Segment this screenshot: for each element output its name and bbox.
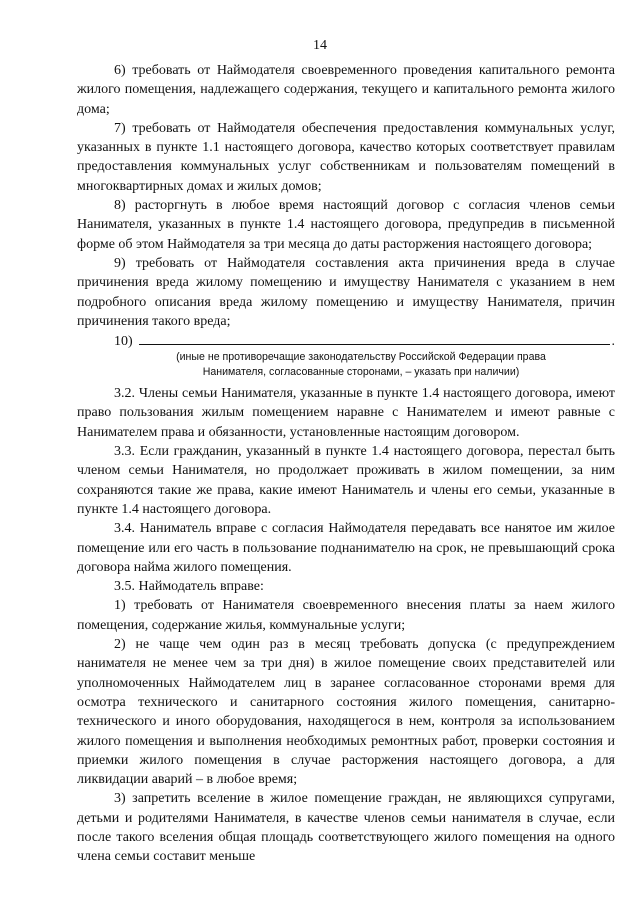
paragraph-right-8: 8) расторгнуть в любое время настоящий договор с согласия членов семьи Нанимателя, указанных в пункте 1.4 настоящего договора, предупредив в письменной форме об этом Наймодателя за три месяца до даты расторжения настоящего договора;: [77, 198, 615, 252]
page-number: 14: [313, 38, 327, 53]
paragraph-landlord-right-1: 1) требовать от Нанимателя своевременного внесения платы за наем жилого помещения, содержание жилья, коммунальные услуги;: [77, 598, 615, 633]
paragraph-landlord-right-2: 2) не чаще чем один раз в месяц требовать допуска (с предупреждением нанимателя не менее чем за три дня) в жилое помещение своих представителей или уполномоченных Наймодателем лиц в заранее согласованное сторонами время для осмотра технического и санитарного состояния жилого помещения, санитарно-технического и иного оборудования, находящегося в нем, контроля за использованием жилого помещения и выполнения необходимых ремонтных работ, проверки состояния и приемки жилого помещения в случае расторжения настоящего договора, а для ликвидации аварий – в любое время;: [77, 637, 615, 788]
paragraph-right-7: 7) требовать от Наймодателя обеспечения предоставления коммунальных услуг, указанных в пункте 1.1 настоящего договора, качество которых соответствует правилам предоставления коммунальных услуг собственникам и пользователям помещений в многоквартирных домах и жилых домов;: [77, 120, 615, 194]
paragraph-3-5-heading: 3.5. Наймодатель вправе:: [114, 579, 264, 595]
paragraph-landlord-right-3: 3) запретить вселение в жилое помещение граждан, не являющихся супругами, детьми и родителями Нанимателя, в качестве членов семьи нанимателя в случае, если после такого вселения общая площадь соответствующего жилого помещения на одного члена семьи составит меньше: [77, 791, 615, 865]
item-10-fill-line: [77, 331, 615, 350]
paragraph-3-4: 3.4. Наниматель вправе с согласия Наймодателя передавать все нанятое им жилое помещение или его часть в пользование поднанимателю на срок, не превышающий срока договора найма жилого помещения.: [77, 521, 615, 575]
paragraph-right-6: 6) требовать от Наймодателя своевременного проведения капитального ремонта жилого помещения, надлежащего содержания, текущего и капитального ремонта жилого дома;: [77, 63, 615, 117]
note-line-1: (иные не противоречащие законодательству Российской Федерации права: [176, 351, 546, 364]
note-line-2: Нанимателя, согласованные сторонами, – указать при наличии): [202, 366, 520, 379]
item-10-label: 10): [114, 334, 133, 350]
paragraph-3-3: 3.3. Если гражданин, указанный в пункте 1.4 настоящего договора, перестал быть членом семьи Нанимателя, но продолжает проживать в жилом помещении, за ним сохраняются такие же права, какие имеют Наниматель и члены его семьи, указанные в пункте 1.4 настоящего договора.: [77, 444, 615, 517]
paragraph-right-9: 9) требовать от Наймодателя составления акта причинения вреда в случае причинения вреда жилому помещению и имуществу Нанимателя с указанием в нем подробного описания вреда жилому помещению и имуществу Нанимателя, причин причинения такого вреда;: [77, 255, 615, 329]
item-10-end: .: [611, 334, 615, 350]
document-body: [77, 61, 615, 867]
blank-underline: [139, 331, 610, 345]
item-10-note: [77, 350, 615, 380]
paragraph-3-2: 3.2. Члены семьи Нанимателя, указанные в пункте 1.4 настоящего договора, имеют право пользования жилым помещением наравне с Нанимателем и имеют равные с Нанимателем права и обязанности, установленные настоящим договором.: [77, 386, 615, 440]
